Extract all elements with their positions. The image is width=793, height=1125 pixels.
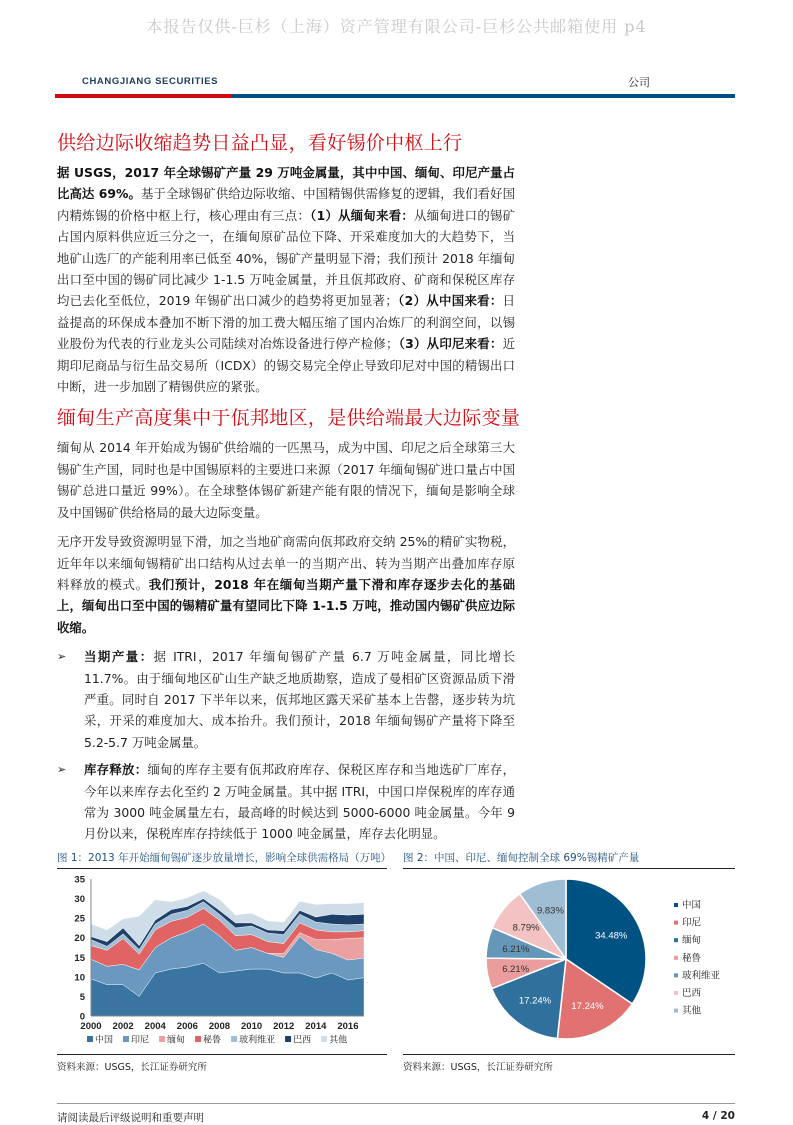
section-label: 公司 — [628, 76, 650, 89]
legend-label: 其他 — [329, 1034, 348, 1045]
legend-label: 中国 — [682, 899, 702, 911]
pie-data-label: 8.79% — [512, 922, 540, 934]
text-segment: 基于全球锡矿供给边际收缩、中国精锡供需修复的逻辑，我们看好国内精炼锡的价格中枢上行，核心理由有三点： — [57, 186, 515, 223]
header-bar-red — [55, 94, 232, 98]
legend-swatch — [195, 1036, 201, 1042]
x-tick-label: 2002 — [112, 1020, 134, 1032]
pie-data-label: 6.21% — [502, 963, 530, 975]
bullet-arrow-icon: ➢ — [57, 650, 67, 664]
figure-1-title: 图 1：2013 年开始缅甸锡矿逐步放量增长，影响全球供需格局（万吨） — [57, 851, 387, 869]
text-segment: 近期印尼商品与衍生品交易所（ICDX）的锡交易完全停止导致印尼对中国的精锡出口中断，进一步加剧了精锡供应的紧张。 — [57, 336, 516, 395]
legend-swatch — [674, 920, 678, 924]
legend-label: 巴西 — [682, 987, 702, 999]
bold-text-segment: 库存释放： — [84, 762, 148, 778]
legend-label: 印尼 — [682, 917, 702, 929]
bullet-current-output — [57, 646, 515, 753]
figure-2-title: 图 2：中国、印尼、缅甸控制全球 69%锡精矿产量 — [403, 851, 735, 869]
text-segment: 据 ITRI，2017 年缅甸锡矿产量 6.7 万吨金属量，同比增长 11.7%。由于缅甸地区矿山生产缺乏地质勘察，造成了曼相矿区资源品质下滑严重。同时自 2017 下半年以来，佤邦地区露天采矿基本上告罄，逐步转为坑采，开采的难度加大、成本抬升。我们预计，2018 年缅甸锡矿产量将下降至 5.2-5.7 万吨金属量。 — [84, 649, 516, 750]
legend-swatch — [321, 1036, 327, 1042]
legend-label: 印尼 — [131, 1034, 150, 1045]
figures-row — [57, 851, 735, 1073]
x-tick-label: 2010 — [241, 1020, 263, 1032]
pie-chart — [403, 869, 735, 1054]
figure-2-source: 资料来源：USGS，长江证券研究所 — [403, 1054, 735, 1073]
legend-label: 缅甸 — [682, 934, 702, 946]
bold-text-segment: 据 USGS，2017 年全球锡矿产量 29 万吨金属量，其中中国、缅甸、印尼产量占比高达 69%。 — [57, 165, 515, 202]
y-tick-label: 25 — [74, 913, 85, 925]
bullet-inventory-release — [57, 759, 515, 845]
y-tick-label: 10 — [74, 972, 85, 984]
bullet-text — [84, 762, 515, 841]
legend-swatch — [87, 1036, 93, 1042]
legend-swatch — [674, 938, 678, 942]
figure-1-source: 资料来源：USGS，长江证券研究所 — [57, 1054, 387, 1073]
legend-label: 秘鲁 — [203, 1034, 222, 1045]
legend-label: 其他 — [682, 1005, 702, 1017]
legend-swatch — [674, 903, 678, 907]
pie-data-label: 17.24% — [571, 1000, 604, 1012]
bold-text-segment: （2）从中国来看： — [397, 293, 503, 309]
y-tick-label: 15 — [74, 952, 85, 964]
x-tick-label: 2000 — [80, 1020, 102, 1032]
pie-data-label: 17.24% — [518, 995, 552, 1007]
x-tick-label: 2008 — [208, 1020, 231, 1032]
legend-label: 巴西 — [293, 1034, 312, 1045]
section-heading-2: 缅甸生产高度集中于佤邦地区，是供给端最大边际变量 — [57, 407, 521, 430]
paragraph-1 — [57, 162, 515, 397]
x-tick-label: 2012 — [273, 1020, 295, 1032]
bullet-text — [84, 649, 515, 750]
bold-text-segment: （1）从缅甸来看： — [310, 207, 415, 223]
page-number: 4 / 20 — [701, 1109, 735, 1122]
legend-label: 秘鲁 — [682, 952, 702, 964]
legend-swatch — [123, 1036, 129, 1042]
footer — [57, 1103, 735, 1125]
legend-swatch — [231, 1036, 237, 1042]
section-heading-1: 供给边际收缩趋势日益凸显，看好锡价中枢上行 — [57, 132, 463, 154]
company-logo: CHANGJIANG SECURITIES — [82, 76, 219, 87]
area-chart — [57, 869, 387, 1054]
legend-label: 玻利维亚 — [239, 1034, 276, 1045]
footer-disclaimer: 请阅读最后评级说明和重要声明 — [57, 1111, 204, 1124]
y-tick-label: 20 — [74, 932, 85, 944]
figure-1 — [57, 851, 392, 1073]
legend-swatch — [674, 956, 678, 960]
bold-text-segment: 我们预计，2018 年在缅甸当期产量下滑和库存逐步去化的基础上，缅甸出口至中国的锡精矿量有望同比下降 1-1.5 万吨，推动国内锡矿供应边际收缩。 — [57, 576, 515, 635]
x-tick-label: 2014 — [305, 1020, 327, 1032]
main-content — [57, 130, 735, 1125]
pie-data-label: 6.21% — [502, 943, 530, 955]
bold-text-segment: 当期产量： — [84, 649, 154, 665]
legend-label: 缅甸 — [167, 1034, 186, 1045]
bold-text-segment: （3）从印尼来看： — [398, 336, 503, 352]
x-tick-label: 2006 — [176, 1020, 198, 1032]
x-tick-label: 2016 — [337, 1020, 359, 1032]
x-tick-label: 2004 — [144, 1020, 166, 1032]
paragraph-3 — [57, 531, 515, 638]
text-segment: 缅甸从 2014 年开始成为锡矿供给端的一匹黑马，成为中国、印尼之后全球第三大锡矿生产国，同时也是中国锡原料的主要进口来源（2017 年缅甸锡矿进口量占中国锡矿总进口量近 99%）。在全球整体锡矿新建产能有限的情况下，缅甸是影响全球及中国锡矿供给格局的最大边际变量。 — [57, 440, 515, 520]
y-tick-label: 30 — [74, 893, 85, 905]
legend-label: 中国 — [95, 1034, 114, 1045]
y-tick-label: 35 — [74, 874, 85, 886]
y-tick-label: 5 — [79, 991, 85, 1003]
header-bar-blue — [232, 94, 735, 98]
watermark: 本报告仅供-巨杉（上海）资产管理有限公司-巨杉公共邮箱使用 p4 — [146, 17, 647, 36]
pie-data-label: 9.83% — [536, 905, 564, 917]
text-segment: 缅甸的库存主要有佤邦政府库存、保税区库存和当地选矿厂库存，今年以来库存去化至约 2 万吨金属量。其中据 ITRI，中国口岸保税库的库存通常为 3000 吨金属量左右，最高峰的时候达到 5000-6000 吨金属量。今年 9 月份以来，保税库库存持续低于 1000 吨金属量，库存去化明显。 — [84, 762, 516, 842]
legend-swatch — [674, 1008, 678, 1012]
y-tick-label: 0 — [79, 1011, 85, 1023]
legend-swatch — [159, 1036, 165, 1042]
pie-data-label: 34.48% — [595, 930, 628, 942]
paragraph-2 — [57, 437, 515, 523]
legend-swatch — [674, 991, 678, 995]
figure-2 — [403, 851, 735, 1073]
text-segment: 从缅甸进口的锡矿占国内原料供应近三分之一，在缅甸原矿品位下降、开采难度加大的大趋势下，当地矿山选厂的产能利用率已低至 40%，锡矿产量明显下滑；我们预计 2018 年缅甸出口至中国的锡矿同比减少 1-1.5 万吨金属量，并且佤邦政府、矿商和保税区库存均已去化至低位，2019 年锡矿出口减少的趋势将更加显著； — [57, 207, 516, 309]
text-segment: 日益提高的环保成本叠加不断下滑的加工费大幅压缩了国内冶炼厂的利润空间，以锡业股份为代表的行业龙头公司陆续对冶炼设备进行停产检修； — [57, 293, 515, 352]
legend-label: 玻利维亚 — [682, 970, 721, 982]
text-segment: 无序开发导致资源明显下滑，加之当地矿商需向佤邦政府交纳 25%的精矿实物税，近年年以来缅甸锡精矿出口结构从过去单一的当期产出、转为当期产出叠加库存原料释放的模式。 — [57, 534, 515, 592]
legend-swatch — [285, 1036, 291, 1042]
legend-swatch — [674, 973, 678, 977]
bullet-arrow-icon: ➢ — [57, 763, 67, 777]
